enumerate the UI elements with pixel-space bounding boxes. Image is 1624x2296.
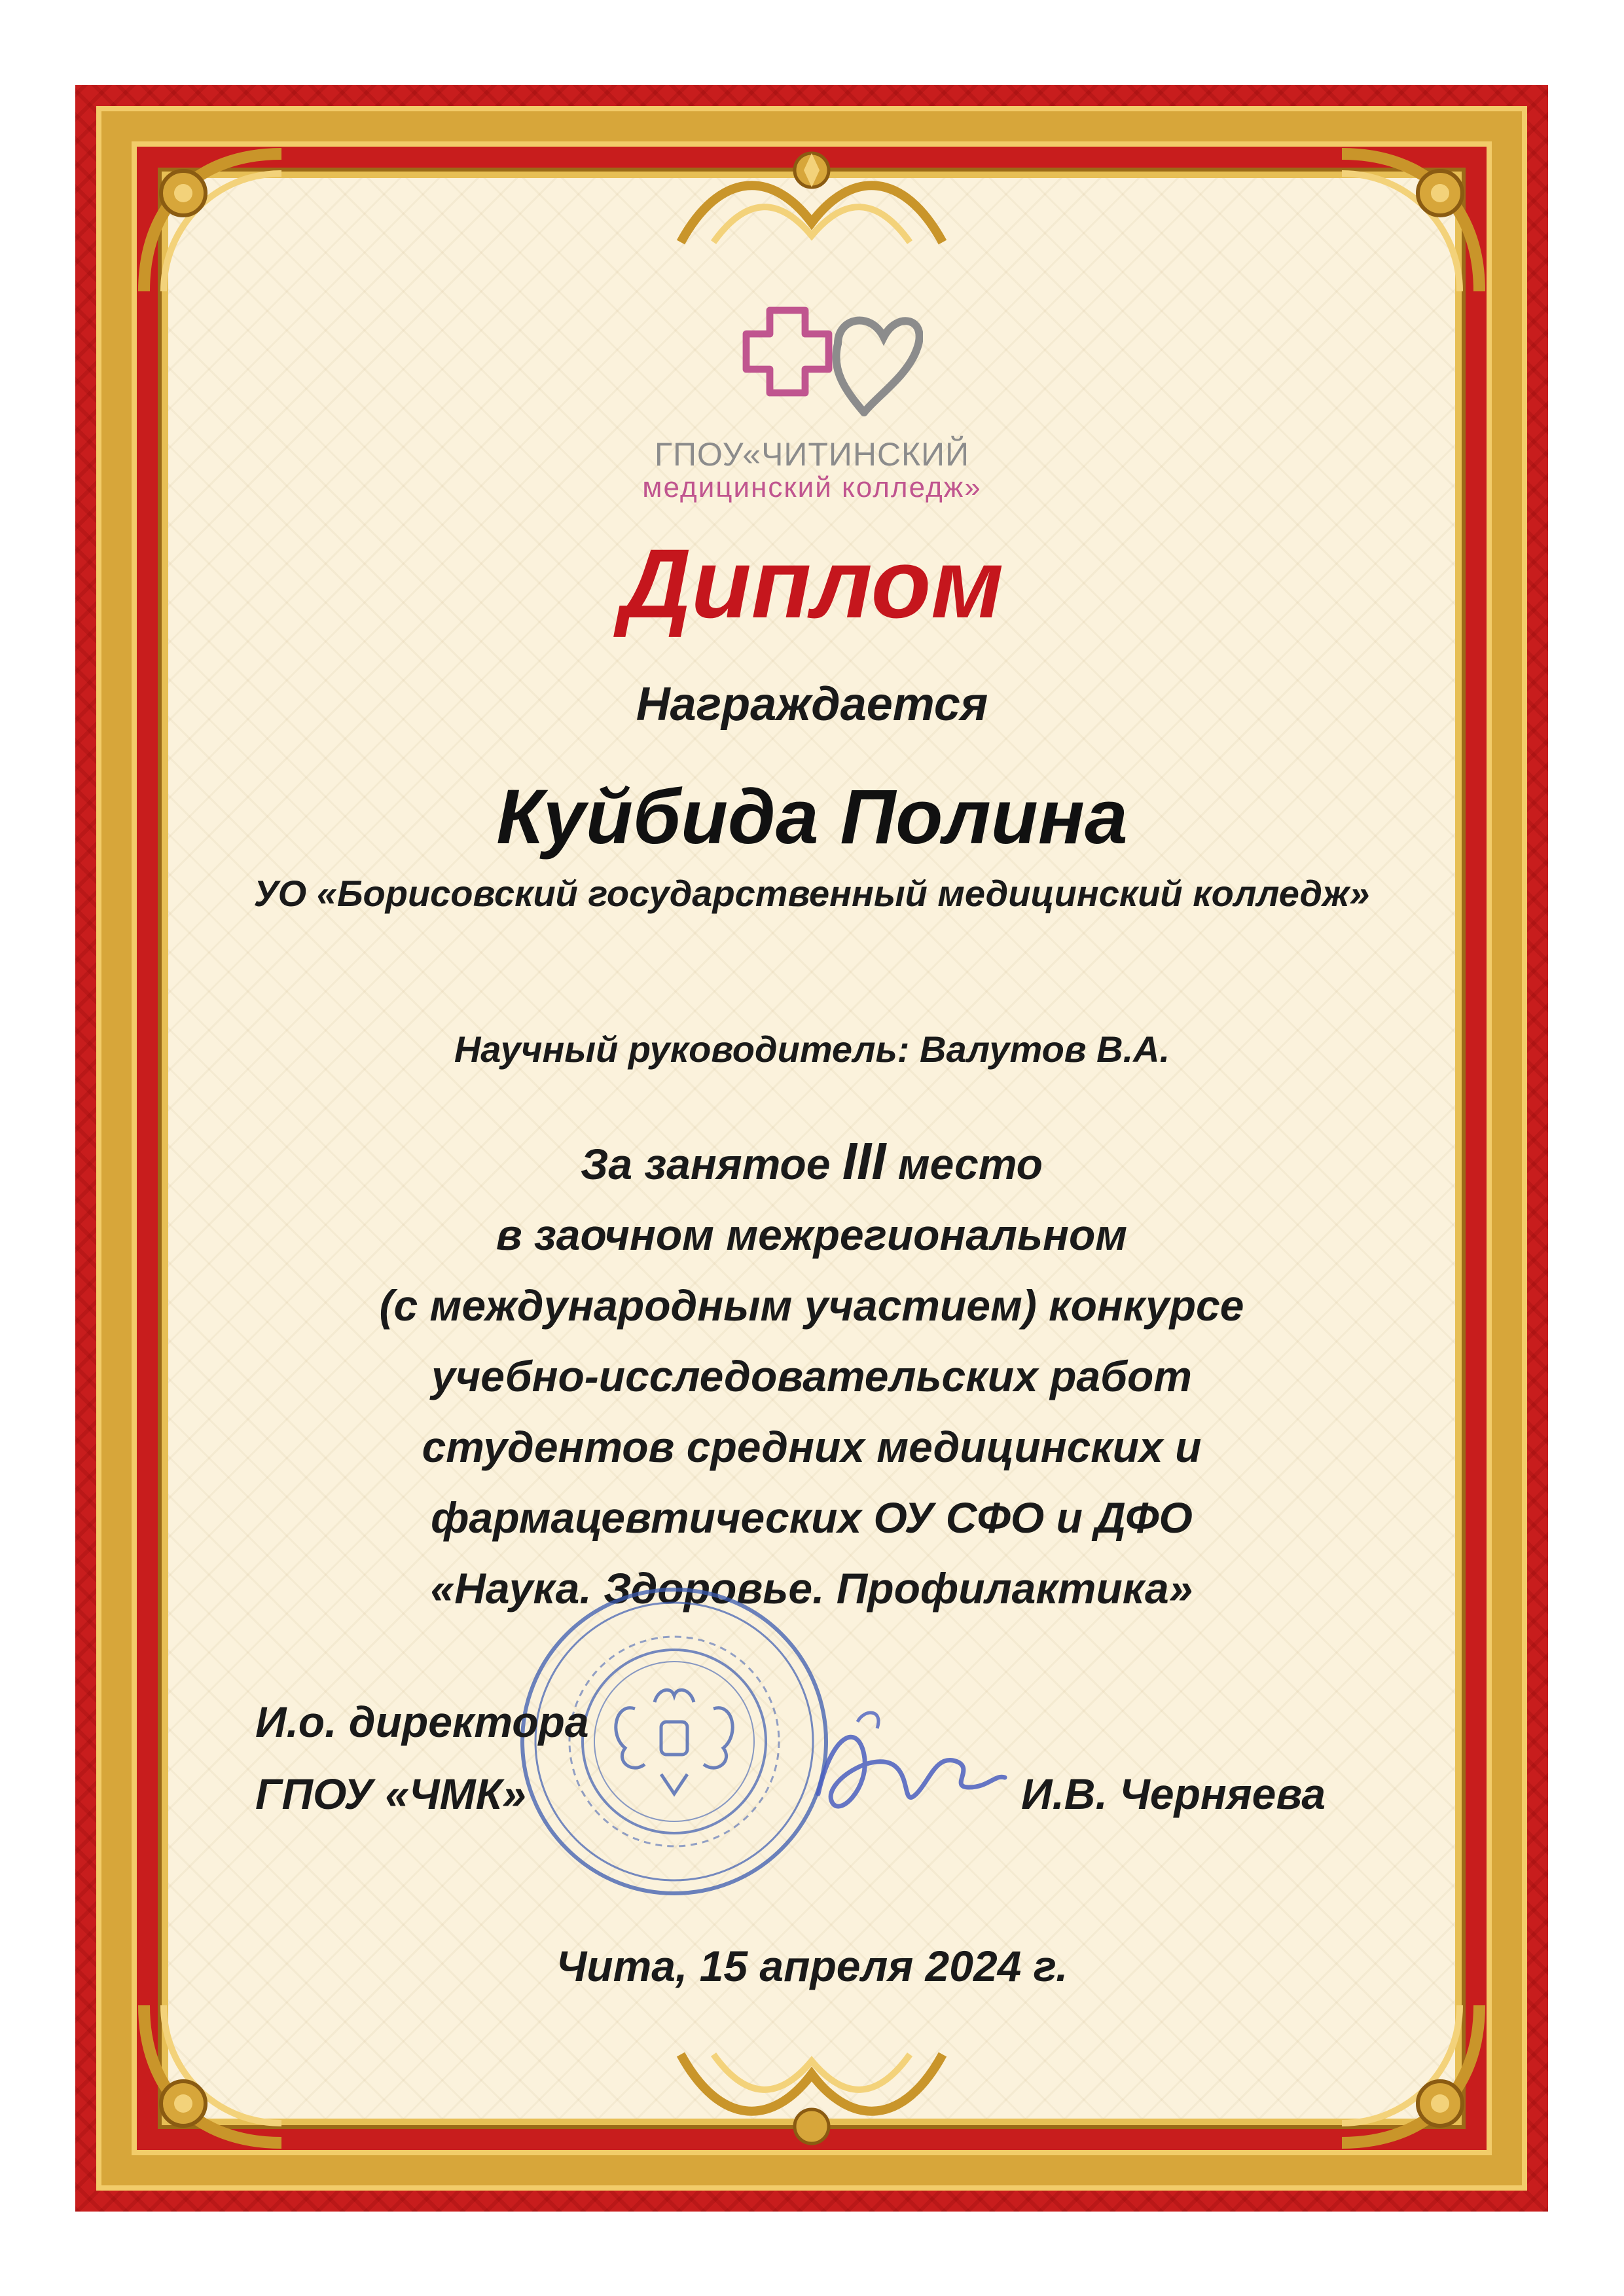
- award-reason: [236, 1126, 1388, 1624]
- signatory-name: И.В. Черняева: [1021, 1770, 1326, 1818]
- reason-line-3: (с международным участием) конкурсе: [379, 1281, 1244, 1330]
- recipient-name: Куйбида Полина: [496, 774, 1128, 860]
- reason-prefix: За занятое: [581, 1140, 842, 1188]
- diploma-title: Диплом: [620, 528, 1004, 638]
- reason-line-1: [236, 1126, 1388, 1199]
- signatory-role-line2: ГПОУ «ЧМК»: [255, 1770, 526, 1818]
- handwritten-signature-icon: [792, 1696, 1008, 1833]
- logo-text-line1: ГПОУ«ЧИТИНСКИЙ: [654, 436, 970, 473]
- place-and-date: Чита, 15 апреля 2024 г.: [556, 1942, 1068, 1990]
- reason-line-4: учебно-исследовательских работ: [431, 1352, 1192, 1400]
- recipient-institution: УО «Борисовский государственный медицинский колледж»: [253, 873, 1370, 914]
- reason-line-5: студентов средних медицинских и: [422, 1423, 1202, 1471]
- reason-suffix: место: [886, 1140, 1043, 1188]
- signatory-role-line1: И.о. директора: [255, 1698, 589, 1746]
- place-number: III: [842, 1132, 886, 1190]
- signatory-role: [255, 1686, 589, 1830]
- awarded-label: Награждается: [636, 678, 988, 731]
- reason-line-2: в заочном межрегиональном: [496, 1211, 1128, 1259]
- reason-line-6: фармацевтических ОУ СФО и ДФО: [431, 1493, 1193, 1542]
- logo-text-line2: медицинский колледж»: [642, 471, 982, 503]
- supervisor-line: Научный руководитель: Валутов В.А.: [454, 1029, 1170, 1070]
- college-logo-icon: [740, 298, 923, 422]
- reason-line-7: «Наука. Здоровье. Профилактика»: [430, 1564, 1193, 1613]
